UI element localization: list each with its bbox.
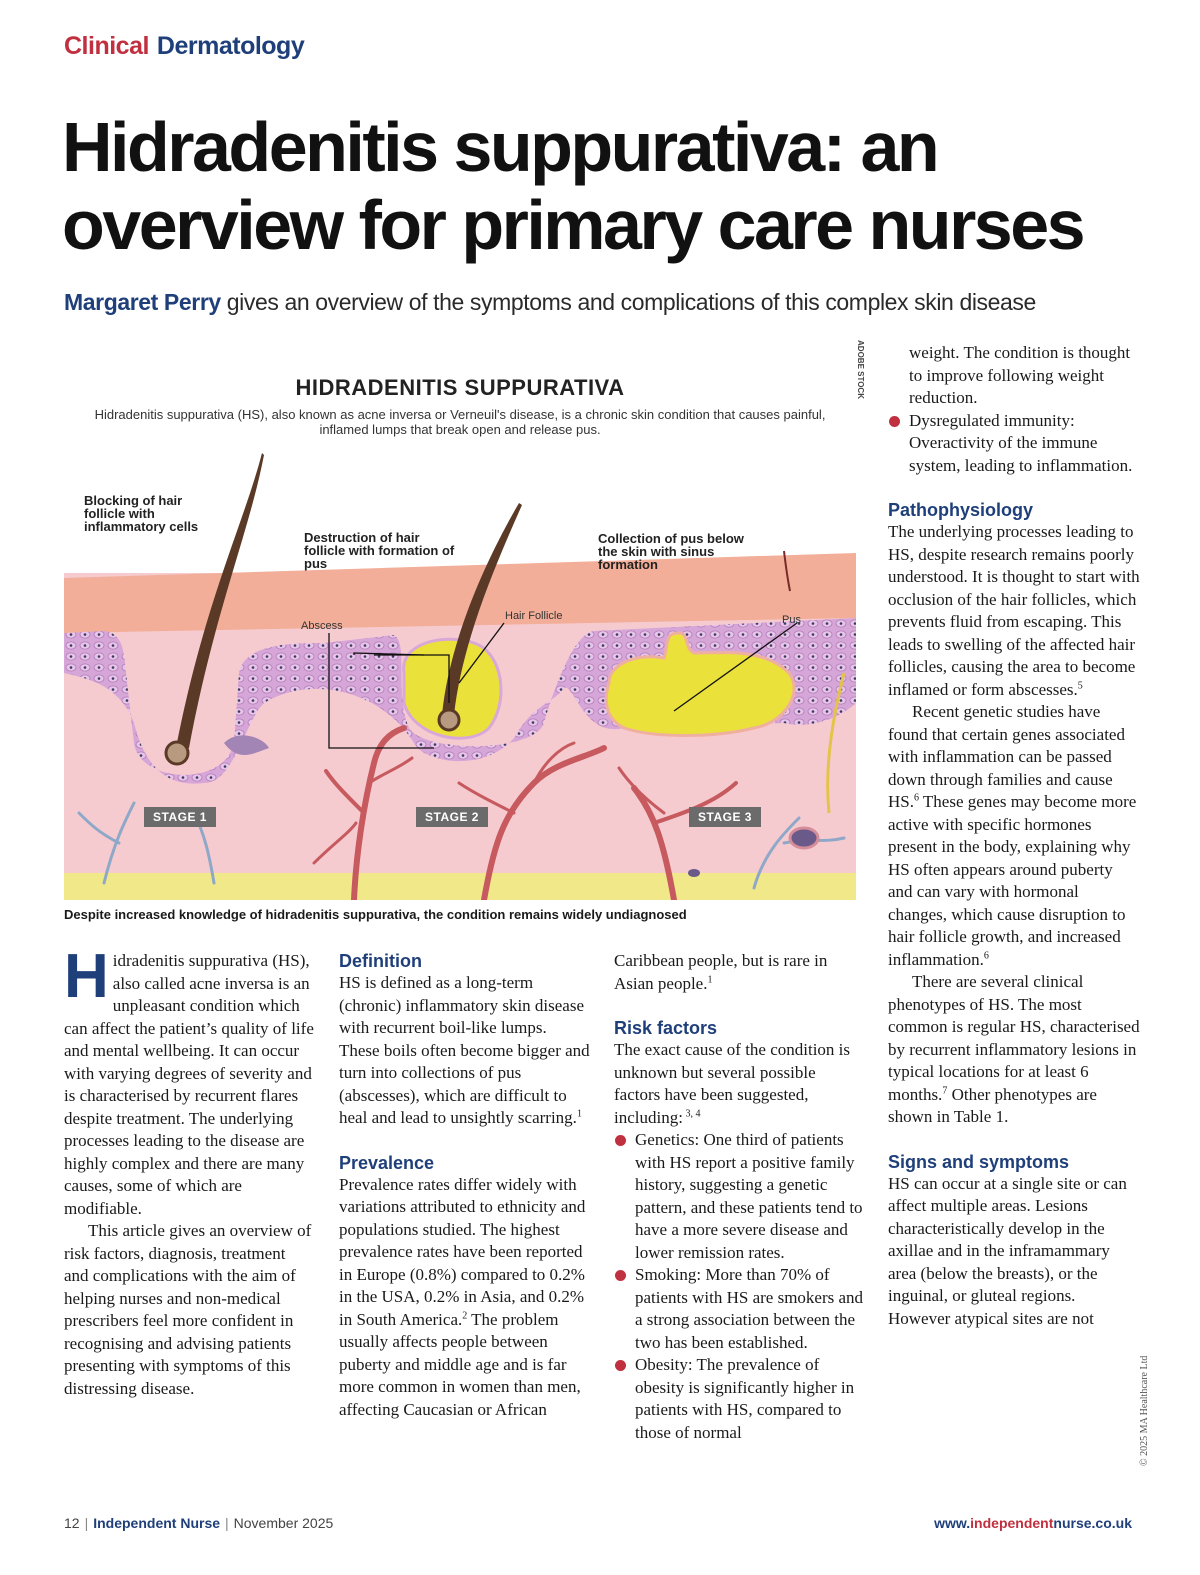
reference: 7	[942, 1084, 948, 1096]
paragraph: Prevalence rates differ widely with variations attributed to ethnicity and populations studied. The highest prevalence rates have been reported in Europe (0.8%) compared to 0.2% in the USA, 0.2% in Asia, and 0.2% in South America.$^2$ The problem usually affects people between puberty and middle age and is far more common in women than men, affecting Caucasian or African	[339, 1174, 586, 1419]
hs-illustration	[64, 343, 856, 900]
reference: 5	[1077, 679, 1083, 691]
bullet-icon	[615, 1135, 626, 1146]
stage-1-label: STAGE 1	[144, 807, 216, 827]
cell-cluster	[790, 828, 818, 848]
risk-factor-list-continued	[888, 342, 1140, 477]
drop-cap: H	[64, 942, 109, 1011]
heading-risk-factors: Risk factors	[614, 1018, 718, 1038]
website-link[interactable]: www.independentnurse.co.uk	[934, 1515, 1132, 1531]
heading-pathophysiology: Pathophysiology	[888, 500, 1034, 520]
reference: 3, 4	[682, 1107, 701, 1119]
page-number: 12	[64, 1515, 80, 1531]
label-collection: Collection of pus below the skin with sinus formation	[598, 531, 744, 572]
reference: 6	[983, 949, 989, 961]
fat-layer	[64, 873, 856, 900]
author-name: Margaret Perry	[64, 289, 221, 315]
heading-prevalence: Prevalence	[339, 1152, 435, 1173]
article-headline: Hidradenitis suppurativa: an overview for primary care nurses	[62, 108, 1084, 264]
magazine-name: Independent Nurse	[93, 1515, 221, 1531]
list-item: Smoking: More than 70% of patients with HS are smokers and a strong association between the two has been established.	[614, 1264, 866, 1354]
section-tag	[64, 32, 304, 61]
hair-bulb-1	[166, 742, 188, 764]
column-2	[339, 950, 591, 1421]
intro-paragraph: Hidradenitis suppurativa (HS), also called acne inversa is an unpleasant condition which can affect the patient’s quality of life and mental wellbeing. It can occur with varying degrees of severity and is characterised by recurrent flares despite treatment. The underlying processes leading to the disease are highly complex and there are many causes, some of which are modifiable.	[64, 942, 314, 1218]
figure-description: Hidradenitis suppurativa (HS), also known as acne inversa or Verneuil's disease, is a chronic skin condition that causes painful, inflamed lumps that break open and release pus.	[94, 407, 826, 437]
label-pus: Pus	[782, 614, 801, 626]
paragraph: This article gives an overview of risk factors, diagnosis, treatment and complications with the aim of helping nurses and non-medical prescribers feel more confident in recognising and advising patients presenting with symptoms of this distressing disease.	[64, 1221, 312, 1398]
reference: 1	[707, 973, 713, 985]
image-credit: ADOBE STOCK	[855, 340, 865, 399]
list-item: Genetics: One third of patients with HS report a positive family history, suggesting a genetic pattern, and these patients tend to have a more severe disease and lower remission rates.	[614, 1129, 866, 1264]
paragraph: The exact cause of the condition is unknown but several possible factors have been suggested, including: $^{3, 4}$	[614, 1040, 851, 1127]
heading-definition: Definition	[339, 951, 422, 971]
section-category: Clinical	[64, 32, 149, 60]
list-item: Obesity: The prevalence of obesity is significantly higher in patients with HS, compared to those of normal	[614, 1354, 866, 1444]
heading-signs-symptoms: Signs and symptoms	[888, 1151, 1070, 1172]
column-1	[64, 942, 314, 1400]
paragraph: HS is defined as a long-term (chronic) inflammatory skin disease with recurrent boil-like lumps. These boils often become bigger and turn into collections of pus (abscesses), which are difficult to heal and lead to unsightly scarring.$^1$	[339, 973, 590, 1127]
page-footer: 12 | Independent Nurse | November 2025	[64, 1515, 334, 1531]
standfirst-text: gives an overview of the symptoms and complications of this complex skin disease	[220, 289, 1036, 315]
issue-date: November 2025	[233, 1515, 334, 1531]
copyright-notice: © 2025 MA Healthcare Ltd	[1139, 1355, 1150, 1466]
paragraph: The underlying processes leading to HS, despite research remains poorly understood. It is thought to start with occlusion of the hair follicles, which prevents fluid from escaping. This leads to swelling of the affected hair follicles, causing the area to become inflamed or form abscesses.$^5$	[888, 522, 1140, 699]
bullet-icon	[615, 1270, 626, 1281]
label-destruction: Destruction of hair follicle with formation of pus	[304, 530, 455, 571]
reference: 6	[913, 792, 919, 804]
label-hair-follicle: Hair Follicle	[505, 610, 563, 622]
column-4	[888, 342, 1140, 1330]
section-subcategory: Dermatology	[156, 32, 305, 60]
paragraph: Recent genetic studies have found that certain genes associated with inflammation can be passed down through families and cause HS.$^6$ These genes may become more active with specific hormones present in the body, explaining why HS often appears around puberty and can vary with hormonal changes, which cause disruption to hair follicle growth, and increased inflammation.$^6$	[888, 702, 1137, 969]
figure-caption: Despite increased knowledge of hidradenitis suppurativa, the condition remains widely undiagnosed	[64, 907, 687, 922]
reference: 1	[576, 1108, 582, 1120]
stage-3-label: STAGE 3	[689, 807, 761, 827]
paragraph: Caribbean people, but is rare in Asian people.$^1$	[614, 951, 828, 993]
paragraph: There are several clinical phenotypes of HS. The most common is regular HS, characterised by recurrent inflammatory lesions in typical locations for at least 6 months.$^7$ Other phenotypes are shown in Table 1.	[888, 972, 1140, 1126]
bullet-icon	[889, 416, 900, 427]
risk-factor-list	[614, 1129, 866, 1444]
label-abscess: Abscess	[301, 620, 343, 632]
list-item: weight. The condition is thought to improve following weight reduction.	[909, 343, 1131, 407]
list-item: Dysregulated immunity: Overactivity of the immune system, leading to inflammation.	[888, 410, 1140, 478]
stage-2-label: STAGE 2	[416, 807, 488, 827]
hair-bulb-2	[439, 710, 459, 730]
column-3	[614, 950, 866, 1444]
label-blocking: Blocking of hair follicle with inflammatory cells	[84, 493, 199, 534]
bullet-icon	[615, 1360, 626, 1371]
figure-title: HIDRADENITIS SUPPURATIVA	[295, 375, 625, 400]
cell-cluster	[688, 869, 700, 877]
paragraph: HS can occur at a single site or can affect multiple areas. Lesions characteristically develop in the axillae and in the inframammary area (below the breasts), or the inguinal, or gluteal regions. However atypical sites are not	[888, 1173, 1127, 1328]
reference: 2	[462, 1309, 468, 1321]
standfirst	[64, 287, 1154, 317]
